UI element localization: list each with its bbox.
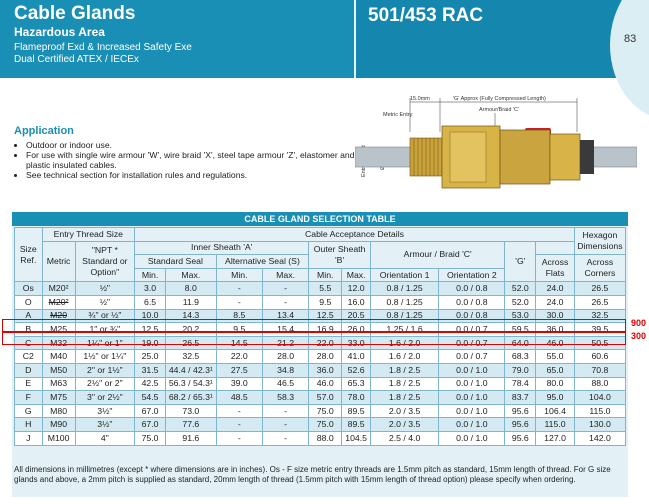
table-cell-ss-min: 10.0 bbox=[135, 309, 166, 323]
header-orientation-1: Orientation 1 bbox=[370, 268, 438, 282]
table-cell-ob-max: 65.3 bbox=[342, 377, 371, 391]
dim-15mm-label: 15.0mm bbox=[410, 96, 430, 102]
table-cell-npt: 3½" bbox=[75, 418, 135, 432]
header-entry-thread: Entry Thread Size bbox=[42, 228, 135, 242]
table-cell-af: 55.0 bbox=[536, 350, 575, 364]
table-cell-ss-max: 68.2 / 65.3¹ bbox=[165, 391, 216, 405]
table-cell-ss-max: 77.6 bbox=[165, 418, 216, 432]
header-max: Max. bbox=[262, 268, 308, 282]
dim-g-label: 'G' Approx (Fully Compressed Length) bbox=[453, 96, 546, 102]
table-cell-g: 53.0 bbox=[505, 309, 536, 323]
header-max: Max. bbox=[165, 268, 216, 282]
table-cell-as-min: 8.5 bbox=[216, 309, 262, 323]
table-cell-ob-min: 75.0 bbox=[309, 418, 342, 432]
table-cell-g: 95.6 bbox=[505, 418, 536, 432]
table-cell-ac: 115.0 bbox=[574, 404, 625, 418]
table-cell-ss-max: 8.0 bbox=[165, 282, 216, 296]
table-cell-as-max: 58.3 bbox=[262, 391, 308, 405]
table-cell-ob-max: 41.0 bbox=[342, 350, 371, 364]
table-cell-o1: 1.8 / 2.5 bbox=[370, 377, 438, 391]
table-cell-o1: 1.6 / 2.0 bbox=[370, 350, 438, 364]
table-cell-ob-min: 5.5 bbox=[309, 282, 342, 296]
table-cell-af: 65.0 bbox=[536, 363, 575, 377]
table-cell-ss-max: 32.5 bbox=[165, 350, 216, 364]
table-cell-ss-max: 14.3 bbox=[165, 309, 216, 323]
table-cell-metric: M75 bbox=[42, 391, 75, 405]
table-cell-ob-max: 89.5 bbox=[342, 404, 371, 418]
table-cell-metric: M32 bbox=[42, 336, 75, 350]
application-list bbox=[14, 140, 356, 180]
table-cell-g: 52.0 bbox=[505, 282, 536, 296]
table-cell-ref: O bbox=[15, 295, 43, 309]
table-cell-ss-min: 31.5 bbox=[135, 363, 166, 377]
table-cell-ref: D bbox=[15, 363, 43, 377]
header-size-ref: Size Ref. bbox=[15, 228, 43, 282]
table-cell-npt: 3" or 2½" bbox=[75, 391, 135, 405]
table-cell-ac: 50.5 bbox=[574, 336, 625, 350]
application-bullet: • For use with single wire armour 'W', wire braid 'X', steel tape armour 'Z', elastomer and plastic insulated cables. bbox=[26, 150, 356, 170]
page-number: 83 bbox=[624, 33, 637, 45]
table-cell-o2: 0.0 / 1.0 bbox=[439, 377, 505, 391]
table-cell-g: 78.4 bbox=[505, 377, 536, 391]
header-npt: "NPT * Standard or Option" bbox=[75, 241, 135, 282]
table-row bbox=[15, 350, 626, 364]
table-row bbox=[15, 418, 626, 432]
header-min: Min. bbox=[216, 268, 262, 282]
table-cell-ss-min: 54.5 bbox=[135, 391, 166, 405]
table-cell-ac: 26.5 bbox=[574, 282, 625, 296]
header-alt-seal: Alternative Seal (S) bbox=[216, 255, 309, 269]
table-cell-ac: 39.5 bbox=[574, 323, 625, 337]
table-cell-ob-max: 89.5 bbox=[342, 418, 371, 432]
table-cell-as-max: 13.4 bbox=[262, 309, 308, 323]
table-cell-ref: G bbox=[15, 404, 43, 418]
table-cell-af: 95.0 bbox=[536, 391, 575, 405]
header-across-flats: Across Flats bbox=[536, 255, 575, 282]
header-across-corners: Across Corners bbox=[574, 255, 625, 282]
table-cell-o2: 0.0 / 0.8 bbox=[439, 282, 505, 296]
table-cell-ref: B bbox=[15, 323, 43, 337]
certification-line-2: Dual Certified ATEX / IECEx bbox=[14, 54, 139, 65]
table-cell-as-min: - bbox=[216, 404, 262, 418]
table-cell-o1: 1.8 / 2.5 bbox=[370, 363, 438, 377]
table-cell-g: 59.5 bbox=[505, 323, 536, 337]
table-cell-g: 95.6 bbox=[505, 431, 536, 445]
table-cell-ac: 60.6 bbox=[574, 350, 625, 364]
table-cell-ss-min: 42.5 bbox=[135, 377, 166, 391]
table-cell-o2: 0.0 / 0.8 bbox=[439, 295, 505, 309]
table-row bbox=[15, 282, 626, 296]
highlight-row-a bbox=[2, 332, 626, 345]
table-cell-npt: ¾" or ½" bbox=[75, 309, 135, 323]
table-cell-ss-min: 67.0 bbox=[135, 418, 166, 432]
table-row bbox=[15, 404, 626, 418]
table-cell-metric: M20² bbox=[42, 295, 75, 309]
table-cell-ss-max: 91.6 bbox=[165, 431, 216, 445]
table-cell-ob-max: 104.5 bbox=[342, 431, 371, 445]
table-cell-o1: 1.6 / 2.0 bbox=[370, 336, 438, 350]
table-cell-ss-min: 75.0 bbox=[135, 431, 166, 445]
table-cell-npt: 4" bbox=[75, 431, 135, 445]
table-cell-npt: ½" bbox=[75, 282, 135, 296]
table-cell-npt: 1½" or 1¼" bbox=[75, 350, 135, 364]
highlight-row-o bbox=[2, 319, 626, 332]
table-cell-o1: 2.0 / 3.5 bbox=[370, 418, 438, 432]
table-cell-ref: A bbox=[15, 309, 43, 323]
table-cell-ob-min: 57.0 bbox=[309, 391, 342, 405]
table-cell-g: 79.0 bbox=[505, 363, 536, 377]
table-cell-as-min: 22.0 bbox=[216, 350, 262, 364]
table-cell-as-max: - bbox=[262, 418, 308, 432]
table-cell-af: 46.0 bbox=[536, 336, 575, 350]
table-cell-npt: 1¼" or 1" bbox=[75, 336, 135, 350]
table-cell-ob-max: 33.0 bbox=[342, 336, 371, 350]
table-cell-ss-min: 12.5 bbox=[135, 323, 166, 337]
table-cell-metric: M80 bbox=[42, 404, 75, 418]
table-cell-o1: 1.25 / 1.6 bbox=[370, 323, 438, 337]
table-cell-metric: M63 bbox=[42, 377, 75, 391]
table-cell-af: 127.0 bbox=[536, 431, 575, 445]
table-cell-ob-min: 28.0 bbox=[309, 350, 342, 364]
table-cell-as-max: 15.4 bbox=[262, 323, 308, 337]
header-cable-acceptance: Cable Acceptance Details bbox=[135, 228, 575, 242]
table-cell-ref: E bbox=[15, 377, 43, 391]
table-cell-ss-max: 20.2 bbox=[165, 323, 216, 337]
table-cell-ss-max: 44.4 / 42.3¹ bbox=[165, 363, 216, 377]
table-row bbox=[15, 431, 626, 445]
table-cell-ob-min: 12.5 bbox=[309, 309, 342, 323]
table-cell-as-min: 48.5 bbox=[216, 391, 262, 405]
table-cell-g: 64.0 bbox=[505, 336, 536, 350]
table-cell-npt: 2½" or 2" bbox=[75, 377, 135, 391]
table-cell-ob-max: 78.0 bbox=[342, 391, 371, 405]
table-cell-af: 36.0 bbox=[536, 323, 575, 337]
table-cell-as-min: 27.5 bbox=[216, 363, 262, 377]
table-cell-npt: 1" or ¾" bbox=[75, 323, 135, 337]
table-cell-ob-min: 46.0 bbox=[309, 377, 342, 391]
metric-entry-label: Metric Entry bbox=[383, 112, 413, 118]
table-cell-ref: J bbox=[15, 431, 43, 445]
table-cell-af: 30.0 bbox=[536, 309, 575, 323]
header-standard-seal: Standard Seal bbox=[135, 255, 217, 269]
table-cell-as-max: - bbox=[262, 431, 308, 445]
table-cell-metric: M100 bbox=[42, 431, 75, 445]
cable-gland-diagram bbox=[355, 92, 637, 210]
header-inner-sheath: Inner Sheath 'A' bbox=[135, 241, 309, 255]
table-cell-ss-max: 73.0 bbox=[165, 404, 216, 418]
table-cell-ob-min: 88.0 bbox=[309, 431, 342, 445]
table-cell-o1: 2.5 / 4.0 bbox=[370, 431, 438, 445]
table-cell-o1: 1.8 / 2.5 bbox=[370, 391, 438, 405]
table-cell-ss-max: 26.5 bbox=[165, 336, 216, 350]
page-title: Cable Glands bbox=[14, 3, 136, 24]
table-cell-ob-max: 16.0 bbox=[342, 295, 371, 309]
table-cell-as-min: 9.5 bbox=[216, 323, 262, 337]
table-cell-g: 83.7 bbox=[505, 391, 536, 405]
table-row bbox=[15, 391, 626, 405]
table-cell-o2: 0.0 / 1.0 bbox=[439, 418, 505, 432]
table-cell-ac: 70.8 bbox=[574, 363, 625, 377]
table-cell-ob-min: 36.0 bbox=[309, 363, 342, 377]
table-cell-o2: 0.0 / 1.0 bbox=[439, 431, 505, 445]
table-cell-o2: 0.0 / 0.7 bbox=[439, 336, 505, 350]
table-footnote: All dimensions in millimetres (except * where dimensions are in inches). Os - F size metric entry threads are 1.5mm pitch as standard, 15mm length of thread. For G size glands and above, a 2mm pitch is supplied as standard, 20mm length of thread (1.5mm pitch with 15mm length of thread option) please specify when ordering. bbox=[14, 465, 611, 484]
product-code: 501/453 RAC bbox=[368, 5, 484, 26]
table-cell-ac: 88.0 bbox=[574, 377, 625, 391]
table-cell-ac: 130.0 bbox=[574, 418, 625, 432]
armour-label: Armour/Braid 'C' bbox=[479, 107, 519, 113]
table-cell-af: 80.0 bbox=[536, 377, 575, 391]
table-cell-ss-min: 19.0 bbox=[135, 336, 166, 350]
table-cell-metric: M50 bbox=[42, 363, 75, 377]
table-cell-g: 52.0 bbox=[505, 295, 536, 309]
certification-line-1: Flameproof Exd & Increased Safety Exe bbox=[14, 42, 192, 53]
table-cell-o2: 0.0 / 0.7 bbox=[439, 350, 505, 364]
table-cell-g: 95.6 bbox=[505, 404, 536, 418]
table-cell-as-min: - bbox=[216, 282, 262, 296]
table-cell-as-max: 21.2 bbox=[262, 336, 308, 350]
table-cell-ss-min: 6.5 bbox=[135, 295, 166, 309]
table-cell-as-max: - bbox=[262, 404, 308, 418]
table-cell-o1: 2.0 / 3.5 bbox=[370, 404, 438, 418]
table-cell-ob-min: 16.9 bbox=[309, 323, 342, 337]
table-cell-g: 68.3 bbox=[505, 350, 536, 364]
page-subtitle: Hazardous Area bbox=[14, 25, 105, 39]
application-bullet: • Outdoor or indoor use. bbox=[26, 140, 356, 150]
table-row bbox=[15, 363, 626, 377]
header-max: Max. bbox=[342, 268, 371, 282]
table-cell-o2: 0.0 / 1.0 bbox=[439, 391, 505, 405]
header-armour: Armour / Braid 'C' bbox=[370, 241, 504, 268]
table-cell-af: 115.0 bbox=[536, 418, 575, 432]
table-cell-as-max: 28.0 bbox=[262, 350, 308, 364]
table-cell-metric: M20² bbox=[42, 282, 75, 296]
header-min: Min. bbox=[309, 268, 342, 282]
table-cell-ac: 32.5 bbox=[574, 309, 625, 323]
header-orientation-2: Orientation 2 bbox=[439, 268, 505, 282]
row-a-annotation: 300 bbox=[631, 331, 647, 341]
table-cell-ref: Os bbox=[15, 282, 43, 296]
table-cell-ob-max: 20.5 bbox=[342, 309, 371, 323]
table-cell-metric: M90 bbox=[42, 418, 75, 432]
table-cell-ob-min: 22.0 bbox=[309, 336, 342, 350]
table-cell-ss-max: 56.3 / 54.3¹ bbox=[165, 377, 216, 391]
application-bullet: • See technical section for installation rules and regulations. bbox=[26, 170, 356, 180]
row-o-annotation: 900 bbox=[631, 318, 647, 328]
table-cell-metric: M25 bbox=[42, 323, 75, 337]
table-cell-ss-min: 67.0 bbox=[135, 404, 166, 418]
table-cell-o2: 0.0 / 1.0 bbox=[439, 404, 505, 418]
table-cell-as-min: 39.0 bbox=[216, 377, 262, 391]
table-cell-ss-min: 25.0 bbox=[135, 350, 166, 364]
table-cell-ob-min: 75.0 bbox=[309, 404, 342, 418]
table-title: CABLE GLAND SELECTION TABLE bbox=[12, 212, 628, 226]
table-cell-as-max: 34.8 bbox=[262, 363, 308, 377]
table-cell-ac: 142.0 bbox=[574, 431, 625, 445]
table-cell-o2: 0.0 / 0.7 bbox=[439, 323, 505, 337]
table-cell-ss-min: 3.0 bbox=[135, 282, 166, 296]
table-cell-o2: 0.0 / 0.8 bbox=[439, 309, 505, 323]
header-g: 'G' bbox=[505, 241, 536, 282]
table-cell-ob-max: 52.6 bbox=[342, 363, 371, 377]
table-row bbox=[15, 377, 626, 391]
table-cell-as-max: - bbox=[262, 295, 308, 309]
header-metric: Metric bbox=[42, 241, 75, 282]
table-cell-ref: F bbox=[15, 391, 43, 405]
table-cell-as-min: - bbox=[216, 431, 262, 445]
table-cell-ob-min: 9.5 bbox=[309, 295, 342, 309]
table-cell-npt: 2" or 1½" bbox=[75, 363, 135, 377]
application-heading: Application bbox=[14, 125, 74, 137]
table-cell-as-max: 46.5 bbox=[262, 377, 308, 391]
table-cell-ac: 26.5 bbox=[574, 295, 625, 309]
table-cell-metric: M40 bbox=[42, 350, 75, 364]
table-cell-ref: C2 bbox=[15, 350, 43, 364]
header-hexagon: Hexagon Dimensions bbox=[574, 228, 625, 255]
table-cell-o1: 0.8 / 1.25 bbox=[370, 295, 438, 309]
table-cell-af: 106.4 bbox=[536, 404, 575, 418]
table-cell-npt: 3½" bbox=[75, 404, 135, 418]
table-cell-ss-max: 11.9 bbox=[165, 295, 216, 309]
table-cell-ac: 104.0 bbox=[574, 391, 625, 405]
table-cell-ref: H bbox=[15, 418, 43, 432]
table-cell-o1: 0.8 / 1.25 bbox=[370, 282, 438, 296]
table-cell-as-max: - bbox=[262, 282, 308, 296]
table-cell-ob-max: 26.0 bbox=[342, 323, 371, 337]
table-cell-metric: M20 bbox=[42, 309, 75, 323]
table-cell-af: 24.0 bbox=[536, 282, 575, 296]
table-cell-af: 24.0 bbox=[536, 295, 575, 309]
table-cell-o2: 0.0 / 1.0 bbox=[439, 363, 505, 377]
table-row bbox=[15, 295, 626, 309]
header-outer-sheath: Outer Sheath 'B' bbox=[309, 241, 371, 268]
table-cell-ref: C bbox=[15, 336, 43, 350]
header-divider bbox=[354, 0, 356, 78]
table-cell-as-min: 14.5 bbox=[216, 336, 262, 350]
header-min: Min. bbox=[135, 268, 166, 282]
table-cell-ob-max: 12.0 bbox=[342, 282, 371, 296]
table-cell-as-min: - bbox=[216, 418, 262, 432]
table-cell-npt: ½" bbox=[75, 295, 135, 309]
table-cell-as-min: - bbox=[216, 295, 262, 309]
table-cell-o1: 0.8 / 1.25 bbox=[370, 309, 438, 323]
